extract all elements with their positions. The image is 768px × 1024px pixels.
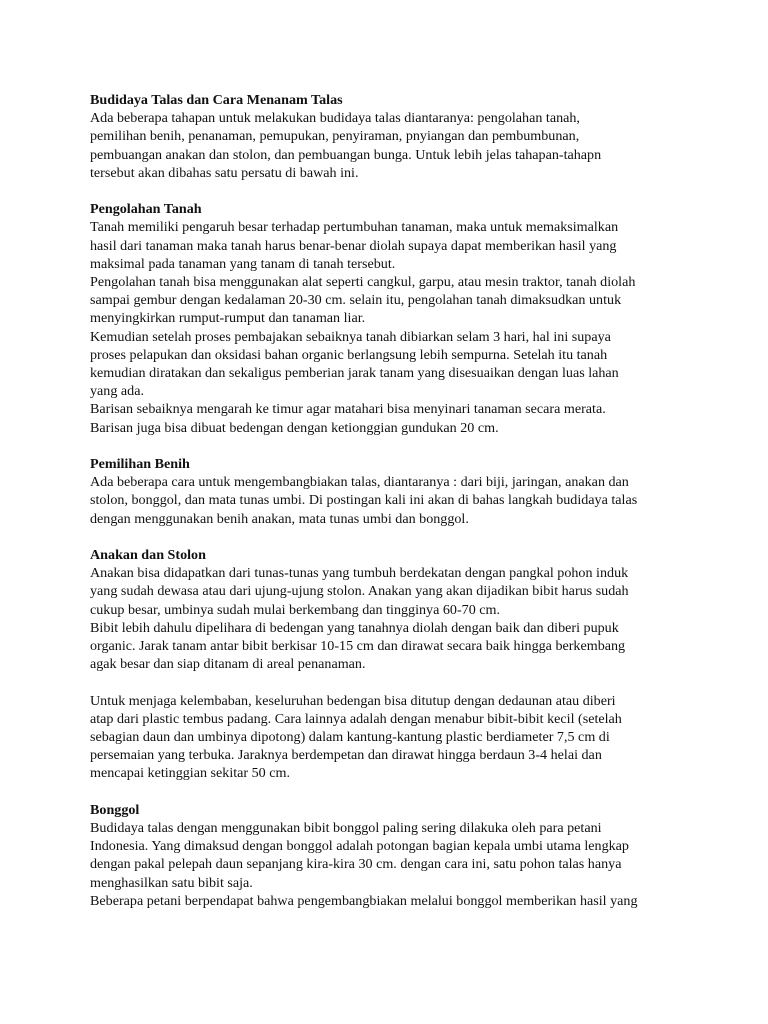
text-line: organic. Jarak tanam antar bibit berkisar 10-15 cm dan dirawat secara baik hingga berkembang <box>90 638 626 655</box>
text-line: proses pelapukan dan oksidasi bahan organic berlangsung lebih sempurna. Setelah itu tanah <box>90 346 608 363</box>
text-line: atap dari plastic tembus padang. Cara lainnya adalah dengan menabur bibit-bibit kecil (setelah <box>90 710 622 727</box>
text-line: Kemudian setelah proses pembajakan sebaiknya tanah dibiarkan selam 3 hari, hal ini supaya <box>90 328 611 345</box>
text-line: yang sudah dewasa atau dari ujung-ujung stolon. Anakan yang akan dijadikan bibit harus sudah <box>90 583 629 600</box>
text-line: Pengolahan tanah bisa menggunakan alat seperti cangkul, garpu, atau mesin traktor, tanah diolah <box>90 274 636 291</box>
text-line: dengan menggunakan benih anakan, mata tunas umbi dan bonggol. <box>90 510 469 527</box>
paragraph-gap <box>90 182 710 200</box>
text-line: Barisan sebaiknya mengarah ke timur agar matahari bisa menyinari tanaman secara merata. <box>90 401 606 418</box>
intro-paragraph <box>90 109 710 182</box>
text-line: cukup besar, umbinya sudah mulai berkembang dan tingginya 60-70 cm. <box>90 601 501 618</box>
section-pengolahan-tanah <box>90 200 710 437</box>
text-line: yang ada. <box>90 383 145 400</box>
text-line: Indonesia. Yang dimaksud dengan bonggol adalah potongan bagian kepala umbi utama lengkap <box>90 838 629 855</box>
text-line: hasil dari tanaman maka tanah harus benar-benar diolah supaya dapat memberikan hasil yang <box>90 237 617 254</box>
text-line: stolon, bonggol, dan mata tunas umbi. Di postingan kali ini akan di bahas langkah budidaya talas <box>90 492 638 509</box>
paragraph-gap <box>90 528 710 546</box>
document-title: Budidaya Talas dan Cara Menanam Talas <box>90 92 343 108</box>
section-heading: Bonggol <box>90 801 140 818</box>
text-line: mencapai ketinggian sekitar 50 cm. <box>90 765 290 782</box>
text-line: menghasilkan satu bibit saja. <box>90 874 253 891</box>
paragraph-gap <box>90 783 710 801</box>
section-bonggol <box>90 801 710 910</box>
paragraph-gap <box>90 673 710 691</box>
text-line: menyingkirkan rumput-rumput dan tanaman liar. <box>90 310 366 327</box>
text-line: Ada beberapa cara untuk mengembangbiakan talas, diantaranya : dari biji, jaringan, anakan dan <box>90 474 629 491</box>
document-page <box>90 91 710 910</box>
text-line: dengan pakal pelepah daun sepanjang kira-kira 30 cm. dengan cara ini, satu pohon talas hanya <box>90 856 622 873</box>
text-line: Barisan juga bisa dibuat bedengan dengan ketionggian gundukan 20 cm. <box>90 419 499 436</box>
section-heading: Pengolahan Tanah <box>90 201 202 218</box>
section-anakan-dan-stolon <box>90 546 710 783</box>
text-line: pembuangan anakan dan stolon, dan pembuangan bunga. Untuk lebih jelas tahapan-tahapn <box>90 146 602 163</box>
paragraph-gap <box>90 437 710 455</box>
text-line: Bibit lebih dahulu dipelihara di bedengan yang tanahnya diolah dengan baik dan diberi pupuk <box>90 619 619 636</box>
text-line: kemudian diratakan dan sekaligus pemberian jarak tanam yang disesuaikan dengan luas lahan <box>90 365 619 382</box>
section-heading: Anakan dan Stolon <box>90 547 206 564</box>
text-line: Anakan bisa didapatkan dari tunas-tunas yang tumbuh berdekatan dengan pangkal pohon induk <box>90 565 629 582</box>
text-line: Tanah memiliki pengaruh besar terhadap pertumbuhan tanaman, maka untuk memaksimalkan <box>90 219 619 236</box>
text-line: maksimal pada tanaman yang tanam di tanah tersebut. <box>90 255 396 272</box>
text-line: pemilihan benih, penanaman, pemupukan, penyiraman, pnyiangan dan pembumbunan, <box>90 128 580 145</box>
text-line: Untuk menjaga kelembaban, keseluruhan bedengan bisa ditutup dengan dedaunan atau diberi <box>90 692 616 709</box>
section-heading: Pemilihan Benih <box>90 456 190 473</box>
text-line: tersebut akan dibahas satu persatu di bawah ini. <box>90 164 359 181</box>
text-line: agak besar dan siap ditanam di areal penanaman. <box>90 656 366 673</box>
text-line: persemaian yang terbuka. Jaraknya berdempetan dan dirawat hingga berdaun 3-4 helai dan <box>90 747 602 764</box>
text-line: Ada beberapa tahapan untuk melakukan budidaya talas diantaranya: pengolahan tanah, <box>90 110 580 127</box>
section-pemilihan-benih <box>90 455 710 528</box>
text-line: sebagian daun dan umbinya dipotong) dalam kantung-kantung plastic berdiameter 7,5 cm di <box>90 729 610 746</box>
text-line: Beberapa petani berpendapat bahwa pengembangbiakan melalui bonggol memberikan hasil yang <box>90 892 638 909</box>
text-line: Budidaya talas dengan menggunakan bibit bonggol paling sering dilakuka oleh para petani <box>90 820 602 837</box>
text-line: sampai gembur dengan kedalaman 20-30 cm. selain itu, pengolahan tanah dimaksudkan untuk <box>90 292 622 309</box>
